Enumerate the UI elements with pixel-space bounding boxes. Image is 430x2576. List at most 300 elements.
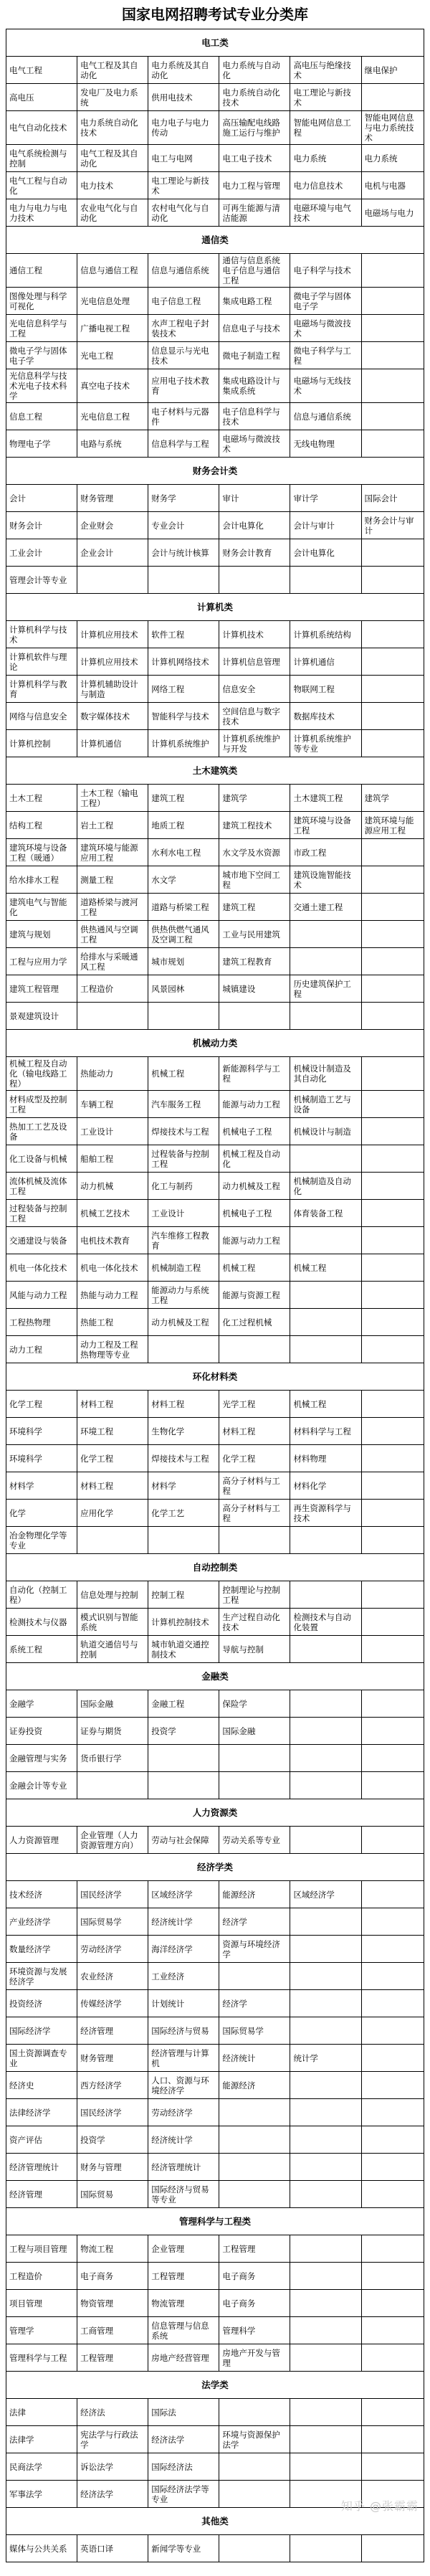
category-header-row [6,594,424,621]
table-cell: 再生资源科学与技术 [290,1500,361,1527]
table-row [6,84,424,111]
table-cell: 能源经济 [219,1881,290,1908]
table-cell: 计算机系统维护 [148,730,219,757]
table-cell: 智能电网信息工程 [290,111,361,145]
table-row [6,1718,424,1745]
table-cell: 建筑环境与设备工程（暖通） [6,839,77,866]
table-row [6,839,424,866]
table-cell: 工程造价 [77,975,148,1003]
table-cell: 产业经济学 [6,1908,77,1936]
table-row [6,648,424,676]
table-cell: 热加工工艺及设备 [6,1118,77,1145]
table-cell: 国土资源调查专业 [6,2045,77,2072]
table-cell: 建筑学 [219,785,290,812]
table-cell [361,1391,424,1418]
category-header-row [6,757,424,785]
table-cell: 国民经济学 [77,1881,148,1908]
table-cell [290,2426,361,2453]
category-header-row [6,227,424,254]
category-title: 经济学类 [6,1854,424,1881]
table-cell: 计算机技术 [219,621,290,648]
table-cell: 新能源科学与工程 [219,1057,290,1091]
table-cell [361,1173,424,1200]
table-cell: 电子商务 [219,2290,290,2317]
table-cell: 水文学及水资源 [219,839,290,866]
table-row [6,2181,424,2208]
table-cell: 投资经济 [6,1990,77,2017]
table-cell [361,1445,424,1472]
table-cell [361,1003,424,1030]
table-cell [148,1527,219,1554]
table-cell [290,1718,361,1745]
table-cell: 海洋经济学 [148,1936,219,1963]
table-cell [361,1200,424,1227]
table-row [6,975,424,1003]
table-cell: 计算机控制 [6,730,77,757]
table-row [6,2045,424,2072]
table-cell: 经济管理 [6,2181,77,2208]
table-cell: 热能与动力工程 [77,1282,148,1309]
table-cell: 模式识别与智能系统 [77,1609,148,1636]
table-cell: 传媒经济学 [77,1990,148,2017]
table-cell [361,403,424,430]
table-cell: 专业会计 [148,512,219,539]
table-cell: 测量工程 [77,866,148,894]
table-cell: 汽车维修工程教育 [148,1227,219,1254]
table-cell: 物理电子学 [6,430,77,458]
table-row [6,621,424,648]
table-cell: 电子信息科学与技术 [219,403,290,430]
table-cell [361,2426,424,2453]
table-cell: 投资学 [148,1718,219,1745]
table-cell: 金融管理与实务 [6,1745,77,1772]
table-cell: 给水排水工程 [6,866,77,894]
table-cell [361,1145,424,1173]
table-cell: 集成电路工程 [219,288,290,315]
table-cell: 计算机软件与理论 [6,648,77,676]
table-cell [361,1227,424,1254]
table-cell [219,2181,290,2208]
table-cell: 环境资源与发展经济学 [6,1963,77,1990]
table-cell [290,1636,361,1663]
table-cell [290,1908,361,1936]
table-cell [219,2126,290,2154]
table-cell [361,1581,424,1609]
category-title: 金融类 [6,1663,424,1690]
table-cell: 网络工程 [148,676,219,703]
table-cell [290,567,361,594]
table-cell: 电力系统及其自动化 [148,57,219,84]
table-cell: 电机技术教育 [77,1227,148,1254]
table-cell [290,1309,361,1336]
table-cell: 过程装备与控制工程 [6,1200,77,1227]
table-row [6,2290,424,2317]
table-cell [361,621,424,648]
table-cell: 电磁场与无线技术 [290,369,361,403]
table-cell [361,2317,424,2344]
table-row [6,1772,424,1799]
table-cell: 国际经济法 [148,2453,219,2481]
table-cell: 电力系统 [290,145,361,172]
category-title: 电工类 [6,29,424,57]
table-cell [361,2017,424,2045]
table-cell: 建筑工程 [219,894,290,921]
table-row [6,1827,424,1854]
table-cell: 国际贸易学 [77,1908,148,1936]
table-cell: 经济统计学 [148,1908,219,1936]
table-cell: 数字媒体技术 [77,703,148,730]
table-cell: 工业经济 [148,1963,219,1990]
table-cell: 媒体与公共关系 [6,2535,77,2562]
table-row [6,172,424,199]
table-cell: 汽车服务工程 [148,1091,219,1118]
table-cell: 电磁场与微波技术 [290,315,361,342]
table-cell: 机械制造工艺与设备 [290,1091,361,1118]
table-cell [219,2099,290,2126]
table-cell [290,1527,361,1554]
table-cell: 劳动关系等专业 [219,1827,290,1854]
table-row [6,1636,424,1663]
table-cell: 建筑工程 [148,785,219,812]
table-cell: 管理学 [6,2317,77,2344]
table-cell: 电工与电网 [148,145,219,172]
table-cell: 系统工程 [6,1636,77,1663]
table-row [6,1472,424,1500]
table-cell: 法律 [6,2399,77,2426]
table-cell: 计算机网络技术 [148,648,219,676]
table-cell [290,2399,361,2426]
table-cell: 西方经济学 [77,2072,148,2099]
table-cell: 土木工程（输电工程） [77,785,148,812]
table-cell: 电磁场与电力 [361,199,424,227]
table-cell: 劳动与社会保障 [148,1827,219,1854]
table-cell: 生产过程自动化技术 [219,1609,290,1636]
table-cell: 经济管理统计 [148,2154,219,2181]
table-cell: 动力机械及工程 [219,1173,290,1200]
table-row [6,1527,424,1554]
table-cell [361,1745,424,1772]
table-cell: 金融会计等专业 [6,1772,77,1799]
table-cell [148,567,219,594]
table-cell: 材料工程 [77,1391,148,1418]
table-cell: 财务管理 [77,2045,148,2072]
table-cell [361,1908,424,1936]
table-cell: 工业设计 [77,1118,148,1145]
table-cell: 历史建筑保护工程 [290,975,361,1003]
table-cell: 建筑工程教育 [219,948,290,975]
table-cell [361,2263,424,2290]
table-cell: 建筑环境与设备工程 [290,812,361,839]
table-row [6,1963,424,1990]
category-title: 机械动力类 [6,1030,424,1057]
category-header-row [6,1854,424,1881]
table-row [6,1500,424,1527]
table-row [6,785,424,812]
table-cell: 管理科学与工程 [6,2344,77,2372]
table-cell: 机械工程及自动化 [219,1145,290,1173]
category-title: 财务会计类 [6,458,424,485]
table-cell: 工业会计 [6,539,77,567]
table-cell: 企业管理（人力资源管理方向） [77,1827,148,1854]
table-cell: 市政工程 [290,839,361,866]
table-cell [361,1254,424,1282]
table-cell [361,2126,424,2154]
table-cell [361,369,424,403]
table-cell: 光学工程 [219,1391,290,1418]
table-cell: 电气工程 [6,57,77,84]
table-cell: 数据库技术 [290,703,361,730]
table-row [6,567,424,594]
table-cell [361,730,424,757]
table-cell: 计算机应用技术 [77,648,148,676]
table-cell: 热能动力 [77,1057,148,1091]
table-cell: 电力系统与自动化 [219,57,290,84]
table-cell: 经济统计 [219,2045,290,2072]
table-cell [361,288,424,315]
table-cell: 建筑学 [361,785,424,812]
table-cell: 机械电子工程 [219,1200,290,1227]
table-cell: 微电子制造工程 [219,342,290,369]
table-cell: 农业经济 [77,1963,148,1990]
table-cell [290,2072,361,2099]
table-cell: 机械工程 [290,1254,361,1282]
table-cell [361,1472,424,1500]
table-cell: 应用化学 [77,1500,148,1527]
table-cell [361,948,424,975]
table-cell: 军事法学 [6,2481,77,2508]
page-title: 国家电网招聘考试专业分类库 [122,6,308,23]
table-cell: 建筑工程技术 [219,812,290,839]
table-cell: 国际经济法学等专业 [148,2481,219,2508]
table-row [6,1091,424,1118]
table-row [6,1418,424,1445]
table-cell: 建筑与规划 [6,921,77,948]
table-cell: 信息与通信系统 [290,403,361,430]
table-cell [148,1745,219,1772]
table-cell: 房地产开发与管理 [219,2344,290,2372]
table-cell: 法律学 [6,2426,77,2453]
table-cell: 化学工程 [219,1445,290,1472]
table-cell: 光电工程 [77,342,148,369]
table-row [6,1445,424,1472]
table-row [6,403,424,430]
table-cell: 控制工程 [148,1581,219,1609]
table-cell [77,1772,148,1799]
table-cell: 可再生能源与清洁能源 [219,199,290,227]
table-cell: 道路桥梁与渡河工程 [77,894,148,921]
table-cell: 电子科学与技术 [290,254,361,288]
table-cell: 新闻学等专业 [148,2535,219,2562]
table-cell [361,1091,424,1118]
category-header-row [6,1030,424,1057]
table-cell: 劳动经济学 [148,2099,219,2126]
table-cell: 机械制造及自动化 [290,1173,361,1200]
table-row [6,1936,424,1963]
table-cell: 宪法学与行政法学 [77,2426,148,2453]
table-cell: 工程管理 [77,2344,148,2372]
table-row [6,2263,424,2290]
table-cell: 机电一体化技术 [6,1254,77,1282]
table-cell: 供热供燃气通风及空调工程 [148,921,219,948]
table-cell: 电磁环境与电气技术 [290,199,361,227]
table-cell: 工程与应用力学 [6,948,77,975]
table-cell: 会计电算化 [219,512,290,539]
table-cell [361,1636,424,1663]
category-title: 法学类 [6,2372,424,2399]
table-cell: 劳动经济学 [77,1936,148,1963]
table-cell [361,2045,424,2072]
table-row [6,1173,424,1200]
table-cell: 区域经济学 [290,1881,361,1908]
table-cell: 动力机械及工程 [148,1309,219,1336]
table-cell: 电子商务 [77,2263,148,2290]
table-cell: 机械工程及自动化（输电线路工程） [6,1057,77,1091]
table-cell [361,254,424,288]
table-cell: 网络与信息安全 [6,703,77,730]
table-cell [361,315,424,342]
table-cell: 光信息科学与技术光电子技术科学 [6,369,77,403]
table-cell: 经济学 [219,1990,290,2017]
table-cell: 水声工程电子封装技术 [148,315,219,342]
table-cell: 计算机系统维护等专业 [290,730,361,757]
table-cell [219,2535,290,2562]
table-cell: 智能电网信息与电力系统技术 [361,111,424,145]
table-cell [361,1527,424,1554]
table-row [6,288,424,315]
table-cell: 电工理论与新技术 [290,84,361,111]
table-row [6,1282,424,1309]
table-cell [361,2181,424,2208]
table-row [6,1690,424,1718]
table-cell: 风景园林 [148,975,219,1003]
table-cell [361,1827,424,1854]
table-cell: 物联网工程 [290,676,361,703]
table-row [6,2099,424,2126]
table-row [6,1118,424,1145]
table-cell: 材料工程 [77,1472,148,1500]
table-cell: 企业财会 [77,512,148,539]
table-cell: 冶金物理化学等专业 [6,1527,77,1554]
table-row [6,512,424,539]
table-row [6,1145,424,1173]
table-row [6,1391,424,1418]
table-cell: 会计与审计 [290,512,361,539]
table-cell: 项目管理 [6,2290,77,2317]
table-cell: 计算机科学与技术 [6,621,77,648]
table-cell [361,1881,424,1908]
table-cell [361,676,424,703]
table-cell: 能源与资源工程 [219,1282,290,1309]
table-cell [219,2399,290,2426]
table-cell [290,2535,361,2562]
table-cell: 电机与电器 [361,172,424,199]
table-cell [290,2154,361,2181]
category-title: 环化材料类 [6,1363,424,1391]
table-cell: 环境与资源保护法学 [219,2426,290,2453]
table-cell [361,1057,424,1091]
table-cell [290,1003,361,1030]
table-row [6,2399,424,2426]
table-cell: 审计 [219,485,290,512]
table-cell: 审计学 [290,485,361,512]
table-cell [361,839,424,866]
table-cell: 动力工程及工程热物理等专业 [77,1336,148,1363]
table-row [6,1309,424,1336]
table-cell [290,1772,361,1799]
table-cell: 电气系统检测与控制 [6,145,77,172]
table-cell [290,1581,361,1609]
table-cell: 高压输配电线路施工运行与维护 [219,111,290,145]
table-cell: 电工理论与新技术 [148,172,219,199]
table-row [6,145,424,172]
table-cell: 检测技术与自动化装置 [290,1609,361,1636]
table-cell: 给排水与采暖通风工程 [77,948,148,975]
table-cell: 能源与动力工程 [219,1227,290,1254]
table-cell: 统计学 [290,2045,361,2072]
table-cell: 投资学 [77,2126,148,2154]
table-cell [361,703,424,730]
table-cell: 化工与制药 [148,1173,219,1200]
table-cell: 电力电子与电力传动 [148,111,219,145]
category-header-row [6,1363,424,1391]
table-cell: 无线电物理 [290,430,361,458]
table-cell: 计算机信息管理 [219,648,290,676]
table-cell: 材料物理 [290,1445,361,1472]
category-title: 人力资源类 [6,1799,424,1827]
table-cell: 建筑工程管理 [6,975,77,1003]
table-cell: 物流管理 [148,2290,219,2317]
table-cell [361,430,424,458]
table-cell: 智能科学与技术 [148,703,219,730]
table-cell: 人力资源管理 [6,1827,77,1854]
table-cell: 计算机控制技术 [148,1609,219,1636]
category-header-row [6,1663,424,1690]
table-row [6,1336,424,1363]
table-cell: 广播电视工程 [77,315,148,342]
table-cell [290,2181,361,2208]
table-cell [219,567,290,594]
table-cell: 建筑环境与能源应用工程 [77,839,148,866]
table-cell [361,894,424,921]
table-row [6,2317,424,2344]
table-cell: 流体机械及流体工程 [6,1173,77,1200]
table-row [6,894,424,921]
table-cell: 数量经济学 [6,1936,77,1963]
table-row [6,1057,424,1091]
table-cell: 信息科学与工程 [148,430,219,458]
table-cell: 信息管理与信息系统 [148,2317,219,2344]
table-cell: 英语口译 [77,2535,148,2562]
table-cell: 计算机应用技术 [77,621,148,648]
table-cell: 计算机通信 [77,730,148,757]
table-cell: 电子信息工程 [148,288,219,315]
table-cell [219,1963,290,1990]
table-cell: 微电子学与固体电子学 [290,288,361,315]
table-cell: 工程与项目管理 [6,2235,77,2263]
table-cell: 机械设计与制造 [290,1118,361,1145]
table-cell [290,1963,361,1990]
table-cell: 微电子科学与工程 [290,342,361,369]
table-row [6,485,424,512]
table-cell: 物资管理 [77,2290,148,2317]
table-cell: 工程管理 [219,2235,290,2263]
category-title: 自动控制类 [6,1554,424,1581]
table-cell: 电子商务 [219,2263,290,2290]
table-cell: 化学 [6,1500,77,1527]
table-cell [290,1827,361,1854]
table-cell: 国际金融 [219,1718,290,1745]
table-cell: 信息工程 [6,403,77,430]
